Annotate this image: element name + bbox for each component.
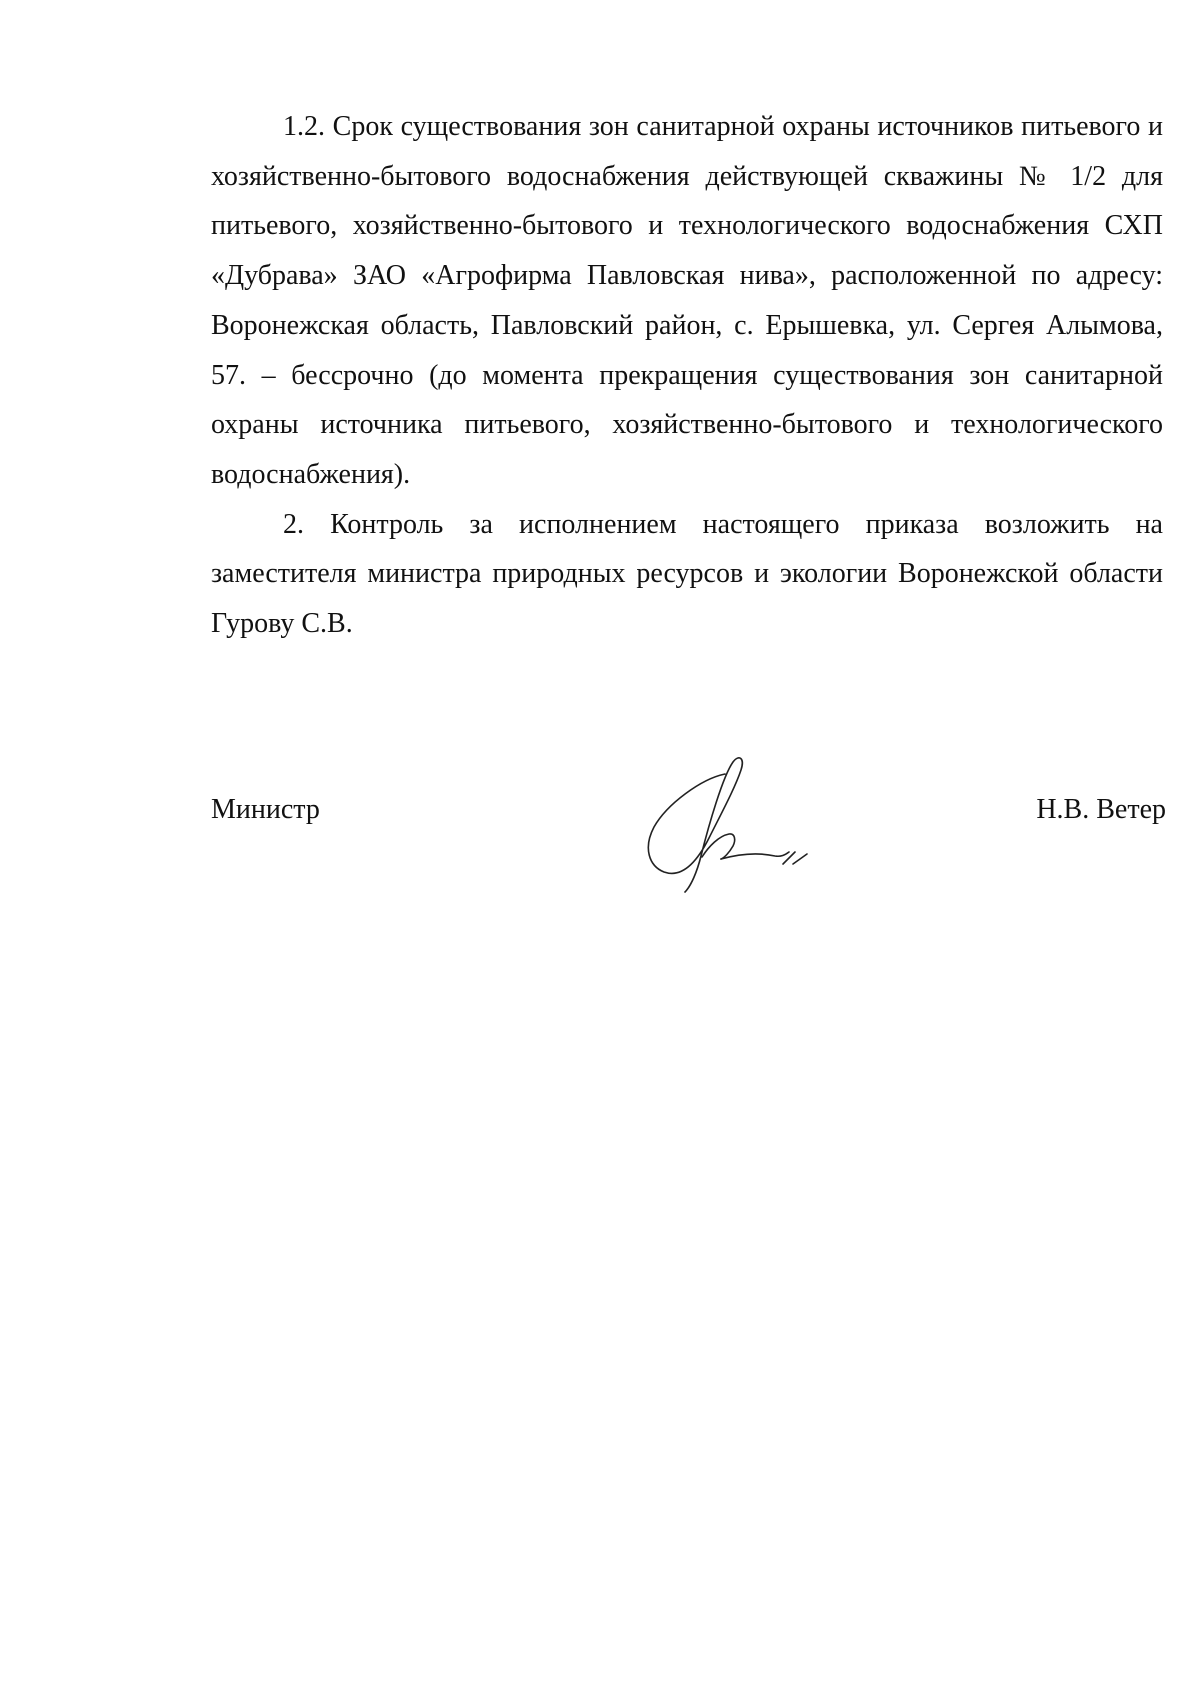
signer-position: Министр <box>211 794 320 825</box>
paragraph-1-2: 1.2. Срок существования зон санитарной охраны источников питьевого и хозяйственно-бытового водоснабжения действующей скважины № 1/2 для питьевого, хозяйственно-бытового и технологического водоснабжения СХП «Дубрава» ЗАО «Агрофирма Павловская нива», расположенной по адресу: Воронежская область, Павловский район, с. Ерышевка, ул. Сергея Алымова, 57. – бессрочно (до момента прекращения существования зон санитарной охраны источника питьевого, хозяйственно-бытового и технологического водоснабжения). <box>211 111 1163 490</box>
signer-name: Н.В. Ветер <box>1036 794 1166 825</box>
signature-block <box>211 790 1166 910</box>
paragraph-2: 2. Контроль за исполнением настоящего приказа возложить на заместителя министра природных ресурсов и экологии Воронежской области Гурову С.В. <box>211 508 1163 640</box>
document-body <box>211 102 1163 649</box>
handwritten-signature <box>629 754 809 894</box>
